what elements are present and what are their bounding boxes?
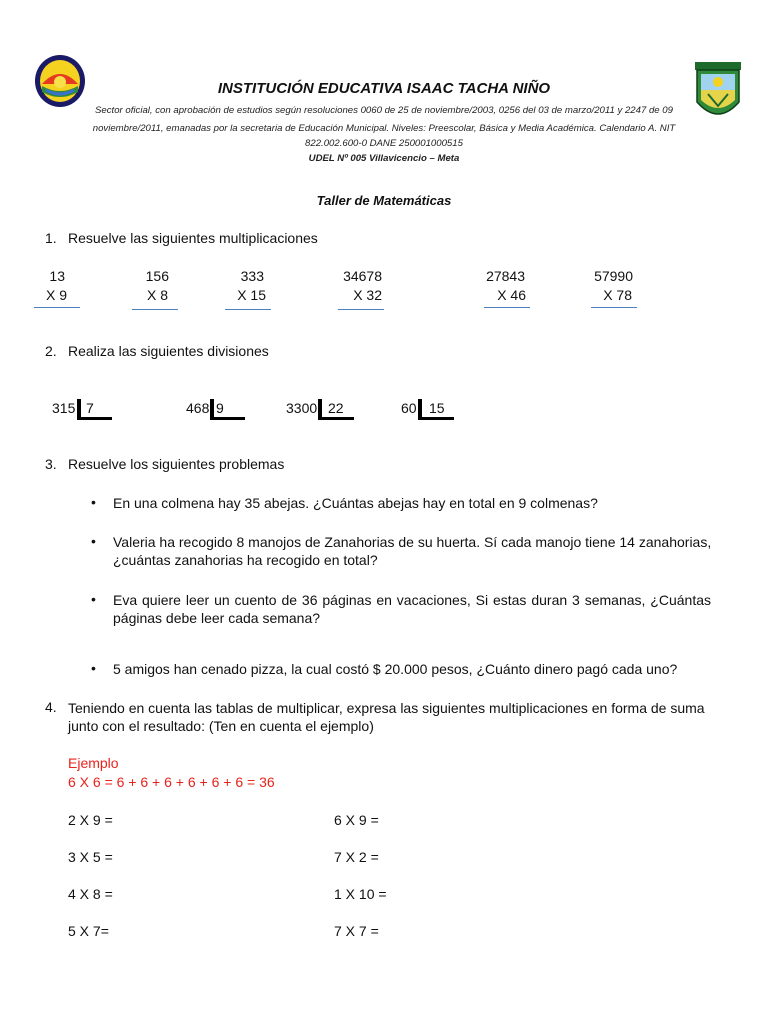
division-divisor: 7 xyxy=(86,400,94,416)
section-4-number: 4. xyxy=(45,699,57,715)
division-divisor: 22 xyxy=(328,400,344,416)
exercise-item: 4 X 8 = xyxy=(68,886,113,902)
problem-3-line-1: Eva quiere leer un cuento de 36 páginas en vacaciones, Si estas duran 3 semanas, ¿Cuántas xyxy=(113,592,711,608)
example-label: Ejemplo xyxy=(68,755,119,771)
exercise-item: 5 X 7= xyxy=(68,923,109,939)
problem-4-text: 5 amigos han cenado pizza, la cual costó $ 20.000 pesos, ¿Cuánto dinero pagó cada uno? xyxy=(113,661,678,677)
division-bracket-base xyxy=(418,417,454,420)
multiplication-bottom: X 46 xyxy=(497,287,526,303)
answer-line xyxy=(338,309,384,310)
division-bracket-base xyxy=(77,417,112,420)
header-nit-dane: 822.002.600-0 DANE 250001000515 xyxy=(305,138,463,149)
multiplication-bottom: X 15 xyxy=(237,287,266,303)
division-dividend: 3300 xyxy=(286,400,318,416)
section-2-heading: Realiza las siguientes divisiones xyxy=(68,343,269,359)
section-1-number: 1. xyxy=(45,230,57,246)
header-udel: UDEL Nº 005 Villavicencio – Meta xyxy=(308,153,460,164)
exercise-item: 6 X 9 = xyxy=(334,812,379,828)
division-bracket xyxy=(318,399,322,417)
exercise-item: 1 X 10 = xyxy=(334,886,387,902)
multiplication-bottom: X 9 xyxy=(45,287,67,303)
problem-3-line-2: páginas debe leer cada semana? xyxy=(113,610,321,626)
bullet-icon: • xyxy=(91,533,96,549)
division-dividend: 315 xyxy=(52,400,76,416)
answer-line xyxy=(225,309,271,310)
bullet-icon: • xyxy=(91,494,96,510)
problem-1-text: En una colmena hay 35 abejas. ¿Cuántas abejas hay en total en 9 colmenas? xyxy=(113,495,598,511)
multiplication-top: 27843 xyxy=(486,268,525,284)
exercise-item: 7 X 7 = xyxy=(334,923,379,939)
multiplication-top: 57990 xyxy=(594,268,633,284)
division-dividend: 468 xyxy=(186,400,210,416)
answer-line xyxy=(591,307,637,308)
document-title: Taller de Matemáticas xyxy=(316,193,452,208)
section-3-number: 3. xyxy=(45,456,57,472)
section-2-number: 2. xyxy=(45,343,57,359)
problem-2-line-2: ¿cuántas zanahorias ha recogido en total? xyxy=(113,552,378,568)
section-1-heading: Resuelve las siguientes multiplicaciones xyxy=(68,230,318,246)
division-bracket xyxy=(77,399,81,417)
multiplication-top: 34678 xyxy=(343,268,382,284)
bullet-icon: • xyxy=(91,591,96,607)
multiplication-bottom: X 8 xyxy=(146,287,168,303)
exercise-item: 3 X 5 = xyxy=(68,849,113,865)
school-name: INSTITUCIÓN EDUCATIVA ISAAC TACHA NIÑO xyxy=(217,80,551,97)
header-resolution-line-2: noviembre/2011, emanadas por la secretaria de Educación Municipal. Niveles: Preescolar, Básica y Media Académica. Calendario A. NIT xyxy=(92,123,676,134)
multiplication-top: 333 xyxy=(240,268,264,284)
answer-line xyxy=(34,307,80,308)
section-4-heading-line-1: Teniendo en cuenta las tablas de multiplicar, expresa las siguientes multiplicaciones en forma de suma xyxy=(68,700,705,716)
division-divisor: 9 xyxy=(216,400,224,416)
section-3-heading: Resuelve los siguientes problemas xyxy=(68,456,285,472)
exercise-item: 2 X 9 = xyxy=(68,812,113,828)
division-divisor: 15 xyxy=(429,400,445,416)
multiplication-top: 156 xyxy=(145,268,169,284)
division-bracket-base xyxy=(210,417,245,420)
multiplication-top: 13 xyxy=(49,268,65,284)
exercise-item: 7 X 2 = xyxy=(334,849,379,865)
answer-line xyxy=(132,309,178,310)
division-bracket xyxy=(418,399,422,417)
multiplication-bottom: X 32 xyxy=(353,287,382,303)
answer-line xyxy=(484,307,530,308)
division-dividend: 60 xyxy=(401,400,417,416)
division-bracket xyxy=(210,399,214,417)
bullet-icon: • xyxy=(91,660,96,676)
problem-2-line-1: Valeria ha recogido 8 manojos de Zanahorias de su huerta. Sí cada manojo tiene 14 zanahorias, xyxy=(113,534,712,550)
header-resolution-line-1: Sector oficial, con aprobación de estudios según resoluciones 0060 de 25 de noviembre/2003, 0256 del 03 de marzo/2011 y 2247 de 09 xyxy=(95,105,673,116)
multiplication-bottom: X 78 xyxy=(603,287,632,303)
section-4-heading-line-2: junto con el resultado: (Ten en cuenta el ejemplo) xyxy=(68,718,374,734)
division-bracket-base xyxy=(318,417,354,420)
example-equation: 6 X 6 = 6 + 6 + 6 + 6 + 6 + 6 = 36 xyxy=(68,774,275,790)
